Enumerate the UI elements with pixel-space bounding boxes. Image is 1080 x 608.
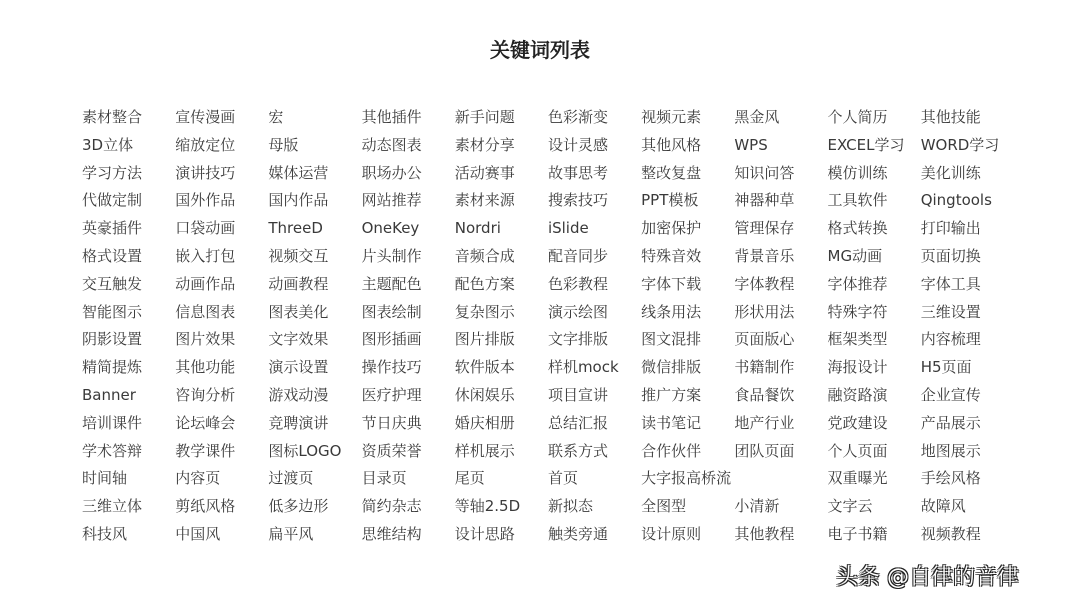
keyword-item: 合作伙伴 [641,441,702,460]
keyword-item: 职场办公 [361,163,422,182]
keyword-item: 微信排版 [641,358,702,377]
keyword-item: 思维结构 [361,524,422,543]
keyword-item: 海报设计 [827,358,888,377]
keyword-item: 中国风 [175,524,221,543]
keyword-item: 框架类型 [827,330,888,349]
keyword-item: 其他风格 [641,135,702,154]
keyword-item: 知识问答 [734,163,795,182]
keyword-item: 嵌入打包 [175,246,236,265]
keyword-grid [82,104,1014,549]
keyword-item: Qingtools [920,191,992,210]
keyword-item: 视频教程 [920,524,981,543]
keyword-item: 剪纸风格 [175,497,236,516]
keyword-item: 页面切换 [920,246,981,265]
keyword-item: 样机mock [547,358,619,377]
keyword-item: 书籍制作 [734,358,795,377]
keyword-item: 宣传漫画 [175,108,236,126]
keyword-item: 图表美化 [268,302,329,321]
keyword-item: 地产行业 [734,413,795,432]
keyword-item: 素材来源 [454,191,515,210]
keyword-item: 加密保护 [641,219,702,238]
keyword-item: 主题配色 [361,274,422,293]
keyword-item: 全图型 [641,497,687,516]
keyword-item: 神器种草 [734,191,795,210]
keyword-item: 论坛峰会 [175,413,236,432]
keyword-item: 咨询分析 [175,385,236,404]
keyword-item: 视频交互 [268,246,329,265]
keyword-item: 打印输出 [920,219,981,238]
keyword-item: 图标LOGO [268,441,342,460]
keyword-item: 故障风 [920,497,966,516]
keyword-item: 双重曝光 [827,469,888,488]
keyword-item: 智能图示 [82,302,143,321]
keyword-row [82,215,1014,243]
keyword-item: 整改复盘 [641,163,702,182]
keyword-item: ThreeD [268,219,323,238]
keyword-item: 文字排版 [547,330,608,349]
keyword-item: 团队页面 [734,441,795,460]
keyword-item: 黑金风 [734,108,780,126]
keyword-row [82,132,1014,160]
keyword-item: 等轴2.5D [454,497,521,516]
keyword-item: 线条用法 [641,302,702,321]
keyword-item: 素材分享 [454,135,515,154]
keyword-item: 学术答辩 [82,441,143,460]
keyword-item: Banner [82,385,136,404]
keyword-item: 简约杂志 [361,497,422,516]
keyword-row [82,271,1014,299]
keyword-item: 竞聘演讲 [268,413,329,432]
keyword-item: 宏 [268,108,284,126]
keyword-item: 内容梳理 [920,330,981,349]
keyword-item: 形状用法 [734,302,795,321]
keyword-item: 工具软件 [827,191,888,210]
keyword-row [82,382,1014,410]
keyword-item: 演示绘图 [547,302,608,321]
keyword-item: 节日庆典 [361,413,422,432]
keyword-item: 图片效果 [175,330,236,349]
keyword-item: 三维设置 [920,302,981,321]
keyword-item: 色彩渐变 [547,108,608,126]
keyword-item: 其他技能 [920,108,981,126]
keyword-item: 模仿训练 [827,163,888,182]
keyword-item: 图表绘制 [361,302,422,321]
keyword-item: 项目宣讲 [547,385,608,404]
keyword-item: 尾页 [454,469,485,488]
keyword-item: 演示设置 [268,358,329,377]
keyword-item: 文字云 [827,497,873,516]
keyword-row [82,465,1014,493]
keyword-item: 故事思考 [547,163,608,182]
keyword-row [82,493,1014,521]
keyword-item: 动画教程 [268,274,329,293]
keyword-item: 学习方法 [82,163,143,182]
keyword-item: 融资路演 [827,385,888,404]
keyword-item: 图文混排 [641,330,702,349]
keyword-item: 个人简历 [827,108,888,126]
keyword-item: 其他插件 [361,108,422,126]
keyword-item: 内容页 [175,469,221,488]
keyword-item: 口袋动画 [175,219,236,238]
keyword-row [82,521,1014,549]
keyword-item: 党政建设 [827,413,888,432]
keyword-item: 其他教程 [734,524,795,543]
keyword-item: 特殊音效 [641,246,702,265]
keyword-item: 地图展示 [920,441,981,460]
keyword-item: MG动画 [827,246,883,265]
keyword-item: H5页面 [920,358,972,377]
keyword-item: 特殊字符 [827,302,888,321]
keyword-item: 手绘风格 [920,469,981,488]
keyword-item: 文字效果 [268,330,329,349]
keyword-item: 样机展示 [454,441,515,460]
keyword-item: 产品展示 [920,413,981,432]
keyword-item: 资质荣誉 [361,441,422,460]
keyword-item: PPT模板 [641,191,699,210]
keyword-item: 其他功能 [175,358,236,377]
keyword-item: 图片排版 [454,330,515,349]
keyword-item: 格式转换 [827,219,888,238]
keyword-item: 字体下载 [641,274,702,293]
keyword-item: 操作技巧 [361,358,422,377]
keyword-item: 设计原则 [641,524,702,543]
keyword-item: 图形插画 [361,330,422,349]
keyword-item: 背景音乐 [734,246,795,265]
keyword-item: 精简提炼 [82,358,143,377]
keyword-item: 个人页面 [827,441,888,460]
keyword-item: 阴影设置 [82,330,143,349]
keyword-item: 复杂图示 [454,302,515,321]
keyword-item: 电子书籍 [827,524,888,543]
keyword-item: 活动赛事 [454,163,515,182]
keyword-item: 过渡页 [268,469,314,488]
keyword-row [82,354,1014,382]
keyword-item: 教学课件 [175,441,236,460]
keyword-item: 英豪插件 [82,219,143,238]
keyword-item: 管理保存 [734,219,795,238]
keyword-item: 总结汇报 [547,413,608,432]
keyword-item: 新手问题 [454,108,515,126]
keyword-item: 读书笔记 [641,413,702,432]
keyword-item: 新拟态 [547,497,593,516]
keyword-row [82,299,1014,327]
keyword-item: 动画作品 [175,274,236,293]
keyword-item: 格式设置 [82,246,143,265]
keyword-item: Nordri [454,219,501,238]
keyword-row [82,104,1014,132]
keyword-item [734,465,827,493]
keyword-item: 字体教程 [734,274,795,293]
keyword-item: 企业宣传 [920,385,981,404]
keyword-item: 时间轴 [82,469,128,488]
keyword-item: 设计灵感 [547,135,608,154]
keyword-item: 母版 [268,135,299,154]
keyword-item: 科技风 [82,524,128,543]
keyword-item: WPS [734,135,768,154]
keyword-item: 触类旁通 [547,524,608,543]
keyword-item: OneKey [361,219,420,238]
keyword-item: 3D立体 [82,135,134,154]
keyword-row [82,160,1014,188]
keyword-item: 美化训练 [920,163,981,182]
keyword-item: 休闲娱乐 [454,385,515,404]
keyword-item: 素材整合 [82,108,143,126]
keyword-item: 页面版心 [734,330,795,349]
keyword-item: 信息图表 [175,302,236,321]
keyword-item: 医疗护理 [361,385,422,404]
keyword-item: 首页 [547,469,578,488]
keyword-item: 代做定制 [82,191,143,210]
keyword-item: 婚庆相册 [454,413,515,432]
page-title: 关键词列表 [490,38,590,62]
keyword-item: WORD学习 [920,135,1000,154]
keyword-item: 交互触发 [82,274,143,293]
keyword-item: 大字报高桥流 [641,469,732,488]
keyword-item: 游戏动漫 [268,385,329,404]
keyword-item: 扁平风 [268,524,314,543]
keyword-row [82,438,1014,466]
keyword-item: 软件版本 [454,358,515,377]
keyword-item: 目录页 [361,469,407,488]
keyword-item: 片头制作 [361,246,422,265]
keyword-item: 缩放定位 [175,135,236,154]
keyword-item: 国外作品 [175,191,236,210]
keyword-item: 配色方案 [454,274,515,293]
keyword-item: 配音同步 [547,246,608,265]
keyword-row [82,243,1014,271]
keyword-item: 食品餐饮 [734,385,795,404]
keyword-item: 培训课件 [82,413,143,432]
keyword-item: 联系方式 [547,441,608,460]
keyword-row [82,187,1014,215]
keyword-item: 字体推荐 [827,274,888,293]
keyword-row [82,326,1014,354]
keyword-item: iSlide [547,219,589,238]
keyword-item: EXCEL学习 [827,135,905,154]
keyword-item: 低多边形 [268,497,329,516]
keyword-item: 网站推荐 [361,191,422,210]
keyword-item: 音频合成 [454,246,515,265]
keyword-item: 视频元素 [641,108,702,126]
keyword-item: 国内作品 [268,191,329,210]
watermark: 头条 @自律的音律 [836,565,1019,590]
keyword-row [82,410,1014,438]
keyword-item: 设计思路 [454,524,515,543]
keyword-item: 字体工具 [920,274,981,293]
keyword-item: 演讲技巧 [175,163,236,182]
keyword-item: 三维立体 [82,497,143,516]
keyword-item: 动态图表 [361,135,422,154]
keyword-item: 色彩教程 [547,274,608,293]
keyword-item: 搜索技巧 [547,191,608,210]
keyword-item: 推广方案 [641,385,702,404]
keyword-item: 小清新 [734,497,780,516]
keyword-item: 媒体运营 [268,163,329,182]
